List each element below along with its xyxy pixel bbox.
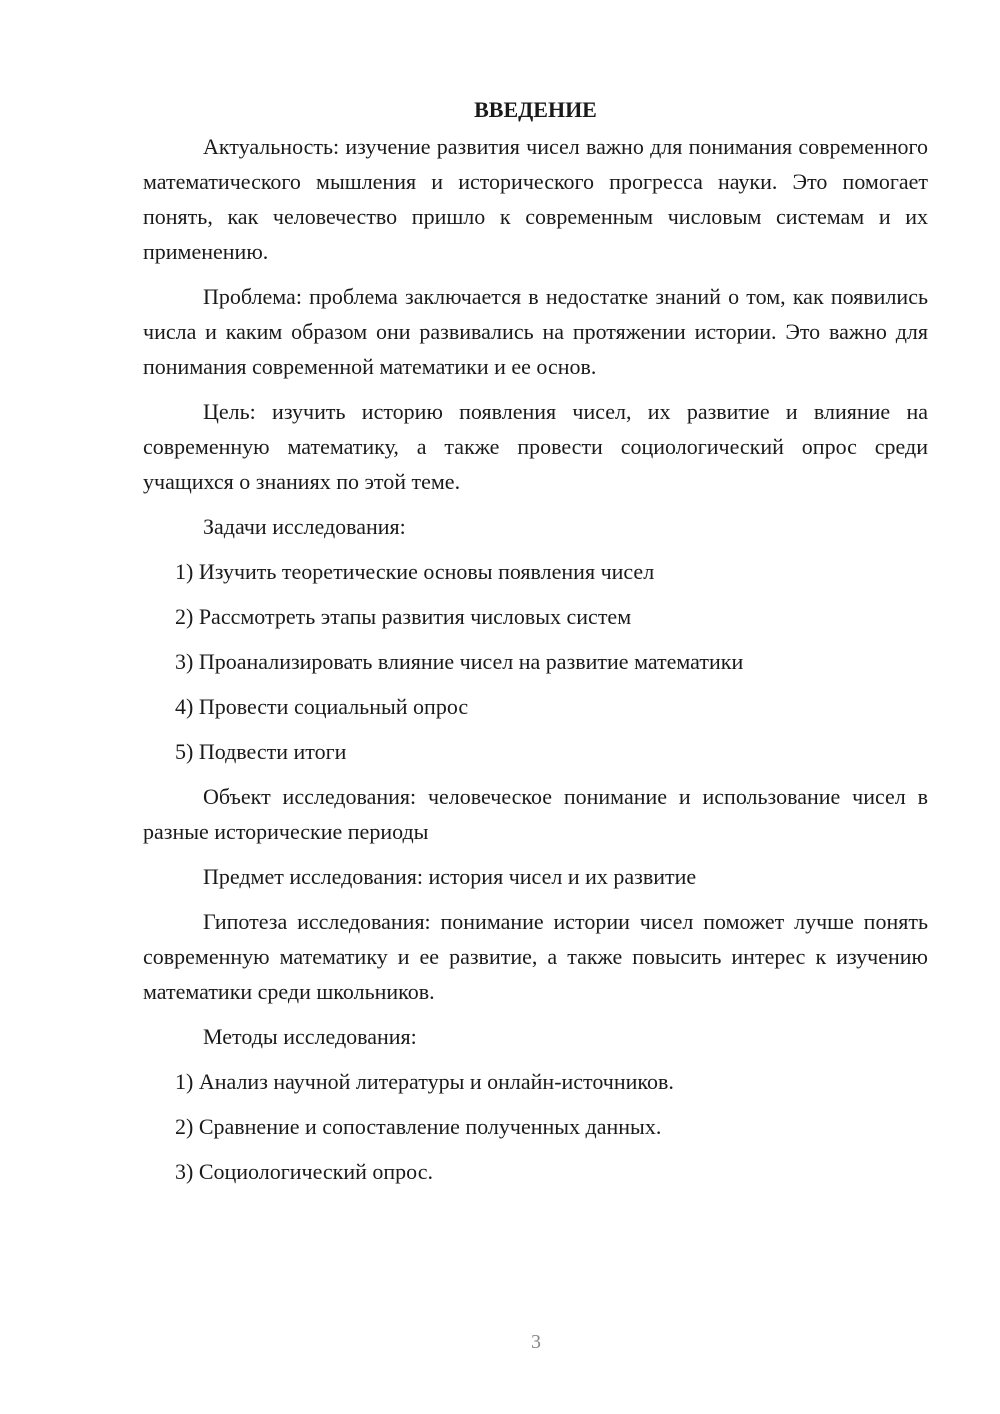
problem-paragraph: Проблема: проблема заключается в недостатке знаний о том, как появились числа и каким образом они развивались на протяжении истории. Это важно для понимания современной математики и ее основ. bbox=[143, 284, 928, 379]
page-title: ВВЕДЕНИЕ bbox=[474, 97, 597, 122]
list-item: 4) Провести социальный опрос bbox=[175, 694, 469, 719]
list-item: 1) Изучить теоретические основы появления чисел bbox=[175, 559, 655, 584]
subject-paragraph: Предмет исследования: история чисел и их развитие bbox=[203, 864, 697, 889]
list-item: 1) Анализ научной литературы и онлайн-источников. bbox=[175, 1069, 674, 1094]
hypothesis-paragraph: Гипотеза исследования: понимание истории чисел поможет лучше понять современную математику и ее развитие, а также повысить интерес к изучению математики среди школьников. bbox=[143, 909, 928, 1004]
list-item: 3) Социологический опрос. bbox=[175, 1159, 433, 1184]
tasks-list bbox=[143, 554, 928, 769]
page-number: 3 bbox=[531, 1331, 541, 1353]
relevance-paragraph: Актуальность: изучение развития чисел важно для понимания современного математического мышления и исторического прогресса науки. Это помогает понять, как человечество пришло к современным числовым системам и их применению. bbox=[143, 134, 928, 264]
list-item: 3) Проанализировать влияние чисел на развитие математики bbox=[175, 649, 744, 674]
goal-paragraph: Цель: изучить историю появления чисел, их развитие и влияние на современную математику, а также провести социологический опрос среди учащихся о знаниях по этой теме. bbox=[143, 399, 928, 494]
methods-title: Методы исследования: bbox=[203, 1024, 417, 1049]
list-item: 2) Сравнение и сопоставление полученных данных. bbox=[175, 1114, 662, 1139]
list-item: 2) Рассмотреть этапы развития числовых систем bbox=[175, 604, 632, 629]
list-item: 5) Подвести итоги bbox=[175, 739, 347, 764]
tasks-title: Задачи исследования: bbox=[203, 514, 406, 539]
methods-list bbox=[143, 1064, 928, 1189]
object-paragraph: Объект исследования: человеческое понимание и использование чисел в разные исторические периоды bbox=[143, 784, 928, 844]
document-page bbox=[143, 92, 928, 1199]
